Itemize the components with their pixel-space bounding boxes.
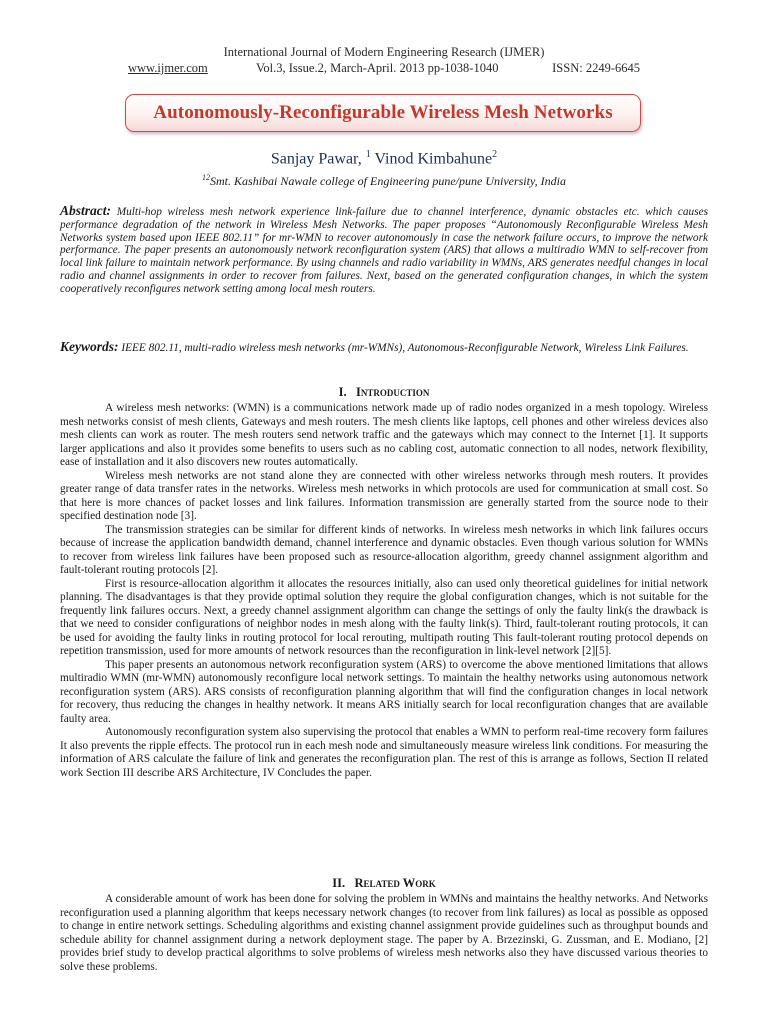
affiliation	[0, 173, 768, 189]
journal-meta-row	[128, 61, 640, 77]
section-title: Introduction	[356, 385, 430, 399]
paragraph: First is resource-allocation algorithm it allocates the resources initially, also can used only theoretical guidelines for initial network planning. The disadvantages is that they provide optimal solution they require the global configuration changes, which is not suitable for the frequently link failures occurs. Next, a greedy channel assignment algorithm can change the settings of only the faulty link(s the drawback is that we need to consider configurations of neighbor nodes in mesh along with the faulty link(s). Third, fault-tolerant routing protocols, it can be used for avoiding the faulty links in routing protocol for local rerouting, multipath routing This fault-tolerant routing protocol depends on repetition transmission, used for more amounts of network resources than the reconfiguration in link-level network [2][5].	[60, 577, 708, 657]
paper-title: Autonomously-Reconfigurable Wireless Mesh Networks	[153, 102, 613, 123]
abstract-label: Abstract:	[60, 203, 112, 218]
title-box	[125, 94, 641, 132]
affiliation-superscript: 12	[202, 173, 211, 182]
section-number: II.	[332, 876, 346, 890]
authors	[0, 149, 768, 168]
keywords-label: Keywords:	[60, 339, 119, 354]
introduction-body	[60, 402, 708, 780]
journal-name: International Journal of Modern Engineering Research (IJMER)	[223, 45, 545, 59]
keywords	[60, 340, 708, 355]
section-heading-introduction	[0, 385, 768, 400]
related-work-body	[60, 893, 708, 974]
author-2-superscript: 2	[492, 149, 498, 160]
issn: ISSN: 2249-6645	[552, 61, 640, 75]
keywords-text: IEEE 802.11, multi-radio wireless mesh networks (mr-WMNs), Autonomous-Reconfigurable Network, Wireless Link Failures.	[121, 342, 689, 354]
abstract-text: Multi-hop wireless mesh network experience link-failure due to channel interference, dynamic obstacles etc. which causes performance degradation of the network in Wireless Mesh Networks. The paper proposes “Autonomously Reconfigurable Wireless Mesh Networks system based upon IEEE 802.11” for mr-WMN to recover autonomously in case the network failure occurs, to improve the network performance. The paper presents an autonomously network reconfiguration system (ARS) that allows a multiradio WMN to self-recover from local link failure to maintain network performance. By using channels and radio variability in WMNs, ARS generates needful changes in local radio and channel assignments in order to recover from failures. Next, based on the generated configuration changes, in which the system cooperatively reconfigures network setting among local mesh routers.	[60, 206, 708, 295]
abstract	[60, 205, 708, 296]
section-heading-related-work	[0, 876, 768, 891]
author-1: Sanjay Pawar,	[270, 150, 362, 168]
paragraph: Wireless mesh networks are not stand alone they are connected with other wireless networks through mesh routers. It provides greater range of data transfer rates in the networks. Wireless mesh networks in which protocols are used for communication at small cost. So that here is more chances of packet losses and link failures. Information transmission are generally started from the source node to their specified destination node [3].	[60, 469, 708, 522]
affiliation-text: Smt. Kashibai Nawale college of Engineering pune/pune University, India	[210, 174, 566, 188]
author-2: Vinod Kimbahune	[374, 150, 493, 168]
paragraph: Autonomously reconfiguration system also supervising the protocol that enables a WMN to perform real-time recovery form failures It also prevents the ripple effects. The protocol run in each mesh node and simultaneously measure wireless link conditions. For measuring the information of ARS calculate the failure of link and generates the reconfiguration plan. The rest of this is arrange as follows, Section II related work Section III describe ARS Architecture, IV Concludes the paper.	[60, 726, 708, 779]
section-title: Related Work	[354, 876, 436, 890]
author-1-superscript: 1	[365, 149, 371, 160]
journal-url-link[interactable]: www.ijmer.com	[128, 61, 208, 75]
section-number: I.	[338, 385, 347, 399]
volume-info: Vol.3, Issue.2, March-April. 2013 pp-1038-1040	[256, 61, 499, 75]
paragraph: The transmission strategies can be similar for different kinds of networks. In wireless mesh networks in which link failures occurs because of increase the application bandwidth demand, channel interference and dynamic obstacles. Even though various solution for WMNs to recover from wireless link failures have been proposed such as resource-allocation algorithm, greedy channel assignment algorithm and fault-tolerant routing protocols [2].	[60, 523, 708, 576]
paragraph: A considerable amount of work has been done for solving the problem in WMNs and maintains the healthy networks. And Networks reconfiguration used a planning algorithm that keeps necessary network changes (to recover from link failures) as local as possible as opposed to change in entire network settings. Scheduling algorithms and existing channel assignment provide guidelines such as throughput bounds and schedule ability for channel assignment during a network deployment stage. The paper by A. Brzezinski, G. Zussman, and E. Modiano, [2] provides brief study to develop practical algorithms to solve problems of wireless mesh networks also they have discussed various theories to solve these problems.	[60, 893, 708, 973]
paragraph: A wireless mesh networks: (WMN) is a communications network made up of radio nodes organized in a mesh topology. Wireless mesh networks consist of mesh clients, Gateways and mesh routers. The mesh clients like laptops, cell phones and other wireless devices also mesh clients can work as router. The mesh routers send network traffic and the gateways which may connect to the Internet [1]. It supports larger applications and also it provides some benefits to users such as no cabling cost, automatic connection to all nodes, network flexibility, ease of installation and it also discovers new routes automatically.	[60, 402, 708, 468]
paragraph: This paper presents an autonomous network reconfiguration system (ARS) to overcome the above mentioned limitations that allows multiradio WMN (mr-WMN) autonomously reconfigure local network settings. To maintain the healthy networks using autonomous network reconfiguration system (ARS). ARS consists of reconfiguration planning algorithm that will find the configuration changes in local network for recovery, thus reducing the changes in healthy network. It means ARS initially search for local reconfiguration changes that are available faulty area.	[60, 658, 708, 725]
